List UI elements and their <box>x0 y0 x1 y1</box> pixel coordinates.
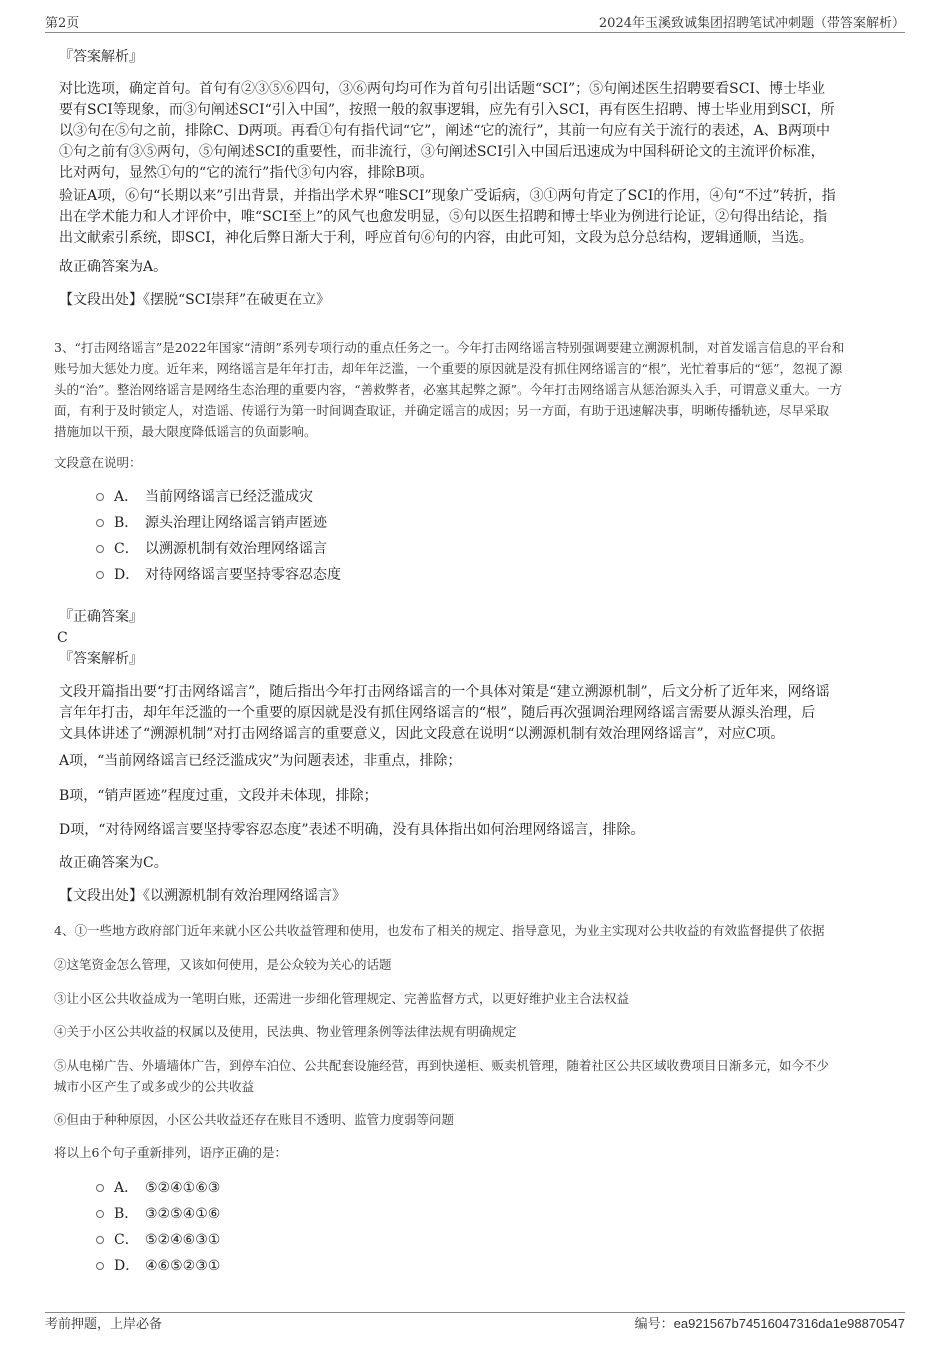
radio-icon[interactable] <box>96 493 104 501</box>
radio-icon[interactable] <box>96 545 104 553</box>
q2-source: 【文段出处】《摆脱“SCI崇拜”在破更在立》 <box>59 292 331 308</box>
q3-analysis-title: 『答案解析』 <box>59 651 143 667</box>
q4-sentence-6: ⑥但由于种种原因，小区公共收益还存在账目不透明、监管力度弱等问题 <box>54 1112 455 1127</box>
q4-sentence-2: ②这笔资金怎么管理，又该如何使用，是公众较为关心的话题 <box>54 957 392 972</box>
q3-option-b[interactable]: B． 源头治理让网络谣言销声匿迹 <box>96 513 327 533</box>
q3-question: 文段意在说明： <box>54 455 142 470</box>
document-title: 2024年玉溪致诚集团招聘笔试冲刺题（带答案解析） <box>598 16 905 31</box>
q3-answer: C <box>57 630 68 646</box>
q4-sentence-3: ③让小区公共收益成为一笔明白账，还需进一步细化管理规定、完善监督方式，以更好维护业主合法权益 <box>54 991 630 1006</box>
q4-sentence-4: ④关于小区公共收益的权属以及使用，民法典、物业管理条例等法律法规有明确规定 <box>54 1024 517 1039</box>
q4-sentence-5: ⑤从电梯广告、外墙墙体广告，到停车泊位、公共配套设施经营，再到快递柜、贩卖机管理，随着社区公共区域收费项目日渐多元，如今不少 城市小区产生了或多或少的公共收益 <box>54 1058 830 1094</box>
radio-icon[interactable] <box>96 519 104 527</box>
footer-slogan: 考前押题，上岸必备 <box>45 1317 163 1332</box>
q4-option-c[interactable]: C． ⑤②④⑥③① <box>96 1230 220 1250</box>
q4-option-d[interactable]: D． ④⑥⑤②③① <box>96 1256 220 1276</box>
q4-option-b[interactable]: B． ③②⑤④①⑥ <box>96 1204 220 1224</box>
header-divider <box>45 32 905 33</box>
q3-option-d[interactable]: D． 对待网络谣言要坚持零容忍态度 <box>96 565 341 585</box>
q3-source: 【文段出处】《以溯源机制有效治理网络谣言》 <box>59 888 346 904</box>
q4-option-a[interactable]: A． ⑤②④①⑥③ <box>96 1178 220 1198</box>
q3-analysis-paragraph: 文段开篇指出要“打击网络谣言”，随后指出今年打击网络谣言的一个具体对策是“建立溯源机制”，后文分析了近年来，网络谣 言年年打击，却年年泛滥的一个重要的原因就是没有抓住网络谣言的“根”，随后再次强调治理网络谣言需要从源头治理，后 文具体讲述了“溯源机制”对打击网络谣言的重要意义，因此文段意在说明“以溯源机制有效治理网络谣言”，对应C项。 <box>59 684 830 742</box>
q3-option-b-note: B项，“销声匿迹”程度过重，文段并未体现，排除； <box>59 788 378 804</box>
q3-answer-title: 『正确答案』 <box>59 609 143 625</box>
radio-icon[interactable] <box>96 1236 104 1244</box>
q3-conclusion: 故正确答案为C。 <box>59 855 168 871</box>
radio-icon[interactable] <box>96 1262 104 1270</box>
q2-analysis-title: 『答案解析』 <box>59 49 143 65</box>
q4-question: 将以上6个句子重新排列，语序正确的是： <box>54 1145 287 1160</box>
q2-analysis-paragraph-2: 验证A项，⑥句“长期以来”引出背景，并指出学术界“唯SCI”现象广受诟病，③①两句肯定了SCI的作用，④句“不过”转折，指 出在学术能力和人才评价中，唯“SCI至上”的风气也愈发明显，⑤句以医生招聘和博士毕业为例进行论证，②句得出结论，指 出文献索引系统，即SCI，神化后弊日渐大于利，呼应首句⑥句的内容，由此可知，文段为总分总结构，逻辑通顺，当选。 <box>59 188 836 246</box>
radio-icon[interactable] <box>96 1184 104 1192</box>
q3-option-a-note: A项，“当前网络谣言已经泛滥成灾”为问题表述，非重点，排除； <box>59 753 462 769</box>
q3-option-c[interactable]: C． 以溯源机制有效治理网络谣言 <box>96 539 327 559</box>
radio-icon[interactable] <box>96 571 104 579</box>
radio-icon[interactable] <box>96 1210 104 1218</box>
q2-conclusion: 故正确答案为A。 <box>59 259 168 275</box>
q3-passage: 3、“打击网络谣言”是2022年国家“清朗”系列专项行动的重点任务之一。今年打击网络谣言特别强调要建立溯源机制，对首发谣言信息的平台和 账号加大惩处力度。近年来，网络谣言是年年打击，却年年泛滥，一个重要的原因就是没有抓住网络谣言的“根”，光忙着事后的“惩”，忽视了源 头的“治”。整治网络谣言是网络生态治理的重要内容，“善救弊者，必塞其起弊之源”。今年打击网络谣言从惩治源头入手，可谓意义重大。一方 面，有利于及时锁定人，对造谣、传谣行为第一时间调查取证，并确定谣言的成因；另一方面，有助于迅速解决事，明晰传播轨迹，尽早采取 措施加以干预，最大限度降低谣言的负面影响。 <box>54 340 845 439</box>
q2-analysis-paragraph-1: 对比选项，确定首句。首句有②③⑤⑥四句，③⑥两句均可作为首句引出话题“SCI”；⑤句阐述医生招聘要看SCI、博士毕业 要有SCI等现象，而③句阐述SCI“引入中国”，按照一般的叙事逻辑，应先有引入SCI，再有医生招聘、博士毕业用到SCI，所 以③句在⑤句之前，排除C、D两项。再看①句有指代词“它”，阐述“它的流行”，其前一句应有关于流行的表述，A、B两项中 ①句之前有③⑤两句，⑤句阐述SCI的重要性，而非流行，③句阐述SCI引入中国后迅速成为中国科研论文的主流评价标准， 比对两句，显然①句的“它的流行”指代③句内容，排除B项。 <box>59 81 835 181</box>
q4-sentence-1: 4、①一些地方政府部门近年来就小区公共收益管理和使用，也发布了相关的规定、指导意见，为业主实现对公共收益的有效监督提供了依据 <box>54 923 825 938</box>
q3-option-a[interactable]: A． 当前网络谣言已经泛滥成灾 <box>96 487 313 507</box>
footer-serial: 编号：ea921567b74516047316da1e98870547 <box>634 1316 905 1332</box>
page-number: 第2页 <box>45 16 80 31</box>
q3-option-d-note: D项，“对待网络谣言要坚持零容忍态度”表述不明确，没有具体指出如何治理网络谣言，排除。 <box>59 822 645 838</box>
